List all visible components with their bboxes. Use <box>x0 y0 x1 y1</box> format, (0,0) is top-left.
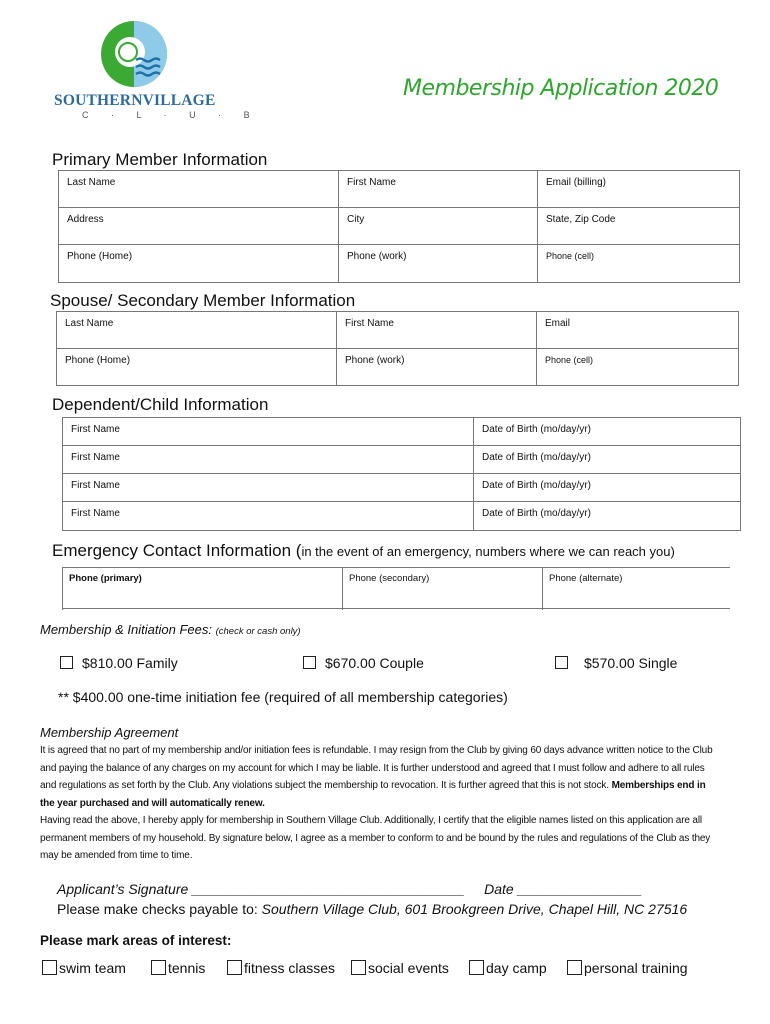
fee-option-couple[interactable]: $670.00 Couple <box>303 655 424 671</box>
checkbox-icon[interactable] <box>351 960 366 975</box>
checkbox-icon[interactable] <box>227 960 242 975</box>
interest-personal-training[interactable]: personal training <box>567 960 688 976</box>
emergency-note: in the event of an emergency, numbers where we can reach you) <box>301 544 675 559</box>
primary-state-zip-field[interactable]: State, Zip Code <box>538 208 740 245</box>
emergency-phone-primary-field[interactable]: Phone (primary) <box>62 568 342 610</box>
fee-option-single[interactable]: $570.00 Single <box>555 655 677 671</box>
spouse-member-table <box>56 311 739 386</box>
spouse-heading: Spouse/ Secondary Member Information <box>50 291 356 310</box>
spouse-phone-home-field[interactable]: Phone (Home) <box>57 349 337 386</box>
dependent-first-name-field[interactable]: First Name <box>63 502 474 531</box>
interest-fitness-classes[interactable]: fitness classes <box>227 960 335 976</box>
dependent-table <box>62 417 741 531</box>
fees-heading: Membership & Initiation Fees: (check or cash only) <box>40 622 301 637</box>
dependent-heading: Dependent/Child Information <box>52 395 269 414</box>
primary-city-field[interactable]: City <box>339 208 538 245</box>
dependent-dob-field[interactable]: Date of Birth (mo/day/yr) <box>474 502 741 531</box>
checkbox-icon[interactable] <box>469 960 484 975</box>
interests-heading: Please mark areas of interest: <box>40 933 232 948</box>
club-logo <box>52 20 260 125</box>
primary-heading: Primary Member Information <box>52 150 268 169</box>
fees-subnote: (check or cash only) <box>215 626 301 637</box>
dependent-first-name-field[interactable]: First Name <box>63 446 474 474</box>
primary-address-field[interactable]: Address <box>59 208 339 245</box>
dependent-first-name-field[interactable]: First Name <box>63 474 474 502</box>
emergency-phone-alternate-field[interactable]: Phone (alternate) <box>542 568 730 610</box>
fee-option-family[interactable]: $810.00 Family <box>60 655 178 671</box>
dependent-dob-field[interactable]: Date of Birth (mo/day/yr) <box>474 474 741 502</box>
primary-email-field[interactable]: Email (billing) <box>538 171 740 208</box>
logo-name: SOUTHERNVILLAGE <box>54 92 216 109</box>
date-line[interactable]: Date ________________ <box>484 881 643 897</box>
checkbox-icon[interactable] <box>555 656 568 669</box>
spouse-phone-work-field[interactable]: Phone (work) <box>337 349 537 386</box>
emergency-table <box>62 567 730 609</box>
agreement-text: It is agreed that no part of my membership and/or initiation fees is refundable. I may resign from the Club by giving 60 days advance written notice to the Club and paying the balance of any charges on my account for which I may be liable. It is further understood and agreed that I must follow and adhere to all rules and regulations as set forth by the Club. Any violations subject the membership to revocation. It is further agreed that this is not stock. Memberships end in the year purchased and will automatically renew. Having read the above, I hereby apply for membership in Southern Village Club. Additionally, I certify that the eligible names listed on this application are all permanent members of my household. By signature below, I agree as a member to conform to and be bound by the rules and regulations of the Club as they may be amended from time to time. <box>40 745 713 861</box>
interest-swim-team[interactable]: swim team <box>42 960 126 976</box>
spouse-first-name-field[interactable]: First Name <box>337 312 537 349</box>
agreement-heading: Membership Agreement <box>40 725 179 740</box>
emergency-heading: Emergency Contact Information (in the event of an emergency, numbers where we can reach you) <box>52 541 675 560</box>
checkbox-icon[interactable] <box>151 960 166 975</box>
dependent-dob-field[interactable]: Date of Birth (mo/day/yr) <box>474 418 741 446</box>
checkbox-icon[interactable] <box>60 656 73 669</box>
dependent-first-name-field[interactable]: First Name <box>63 418 474 446</box>
initiation-fee-note: ** $400.00 one-time initiation fee (required of all membership categories) <box>58 689 508 705</box>
emergency-phone-secondary-field[interactable]: Phone (secondary) <box>342 568 542 610</box>
interest-day-camp[interactable]: day camp <box>469 960 547 976</box>
spouse-last-name-field[interactable]: Last Name <box>57 312 337 349</box>
logo-subtitle: C · L · U · B <box>82 110 260 120</box>
checkbox-icon[interactable] <box>42 960 57 975</box>
primary-last-name-field[interactable]: Last Name <box>59 171 339 208</box>
primary-phone-home-field[interactable]: Phone (Home) <box>59 245 339 283</box>
club-logo-icon <box>100 20 168 88</box>
primary-phone-work-field[interactable]: Phone (work) <box>339 245 538 283</box>
spouse-phone-cell-field[interactable]: Phone (cell) <box>537 349 739 386</box>
checkbox-icon[interactable] <box>567 960 582 975</box>
interest-tennis[interactable]: tennis <box>151 960 205 976</box>
primary-first-name-field[interactable]: First Name <box>339 171 538 208</box>
payable-note: Please make checks payable to: Southern Village Club, 601 Brookgreen Drive, Chapel Hill, NC 27516 <box>57 901 688 917</box>
agreement-renewal-note: Memberships end in the year purchased and will automatically renew. <box>40 780 706 809</box>
dependent-dob-field[interactable]: Date of Birth (mo/day/yr) <box>474 446 741 474</box>
primary-member-table <box>58 170 740 283</box>
primary-phone-cell-field[interactable]: Phone (cell) <box>538 245 740 283</box>
signature-line[interactable]: Applicant’s Signature ___________________________________ Date ________________ <box>57 881 643 897</box>
form-title: Membership Application 2020 <box>403 76 719 101</box>
checkbox-icon[interactable] <box>303 656 316 669</box>
spouse-email-field[interactable]: Email <box>537 312 739 349</box>
interest-social-events[interactable]: social events <box>351 960 449 976</box>
